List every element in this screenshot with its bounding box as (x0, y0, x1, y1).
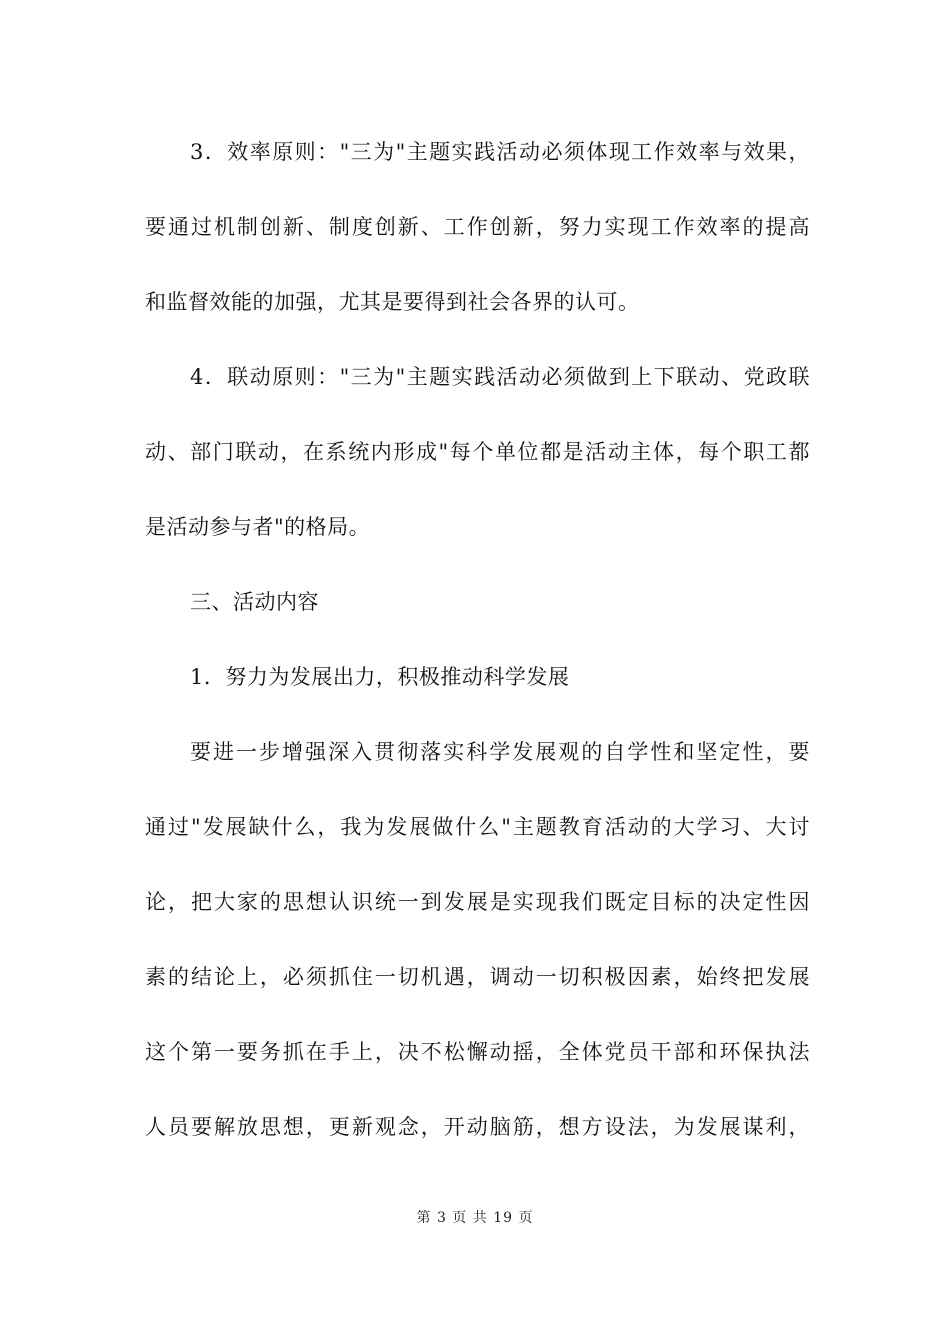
paragraph-line: 通过"发展缺什么，我为发展做什么"主题教育活动的大学习、大讨 (145, 815, 810, 839)
paragraph-line: 素的结论上，必须抓住一切机遇，调动一切积极因素，始终把发展 (145, 965, 810, 989)
paragraph-line: 是活动参与者"的格局。 (145, 515, 371, 539)
paragraph-line: 要通过机制创新、制度创新、工作创新，努力实现工作效率的提高 (145, 215, 810, 239)
paragraph-line: 和监督效能的加强，尤其是要得到社会各界的认可。 (145, 290, 640, 314)
paragraph-line: 论，把大家的思想认识统一到发展是实现我们既定目标的决定性因 (145, 890, 810, 914)
paragraph-line: 要进一步增强深入贯彻落实科学发展观的自学性和坚定性，要 (190, 740, 810, 764)
paragraph-line-linkage-principle: 4．联动原则："三为"主题实践活动必须做到上下联动、党政联 (190, 365, 810, 389)
section-heading-activity-content: 三、活动内容 (190, 590, 319, 614)
paragraph-line: 这个第一要务抓在手上，决不松懈动摇，全体党员干部和环保执法 (145, 1040, 810, 1064)
page-number-text: 第 3 页 共 19 页 (416, 1210, 534, 1226)
paragraph-line: 动、部门联动，在系统内形成"每个单位都是活动主体，每个职工都 (145, 440, 810, 464)
page-number-footer (0, 1208, 950, 1228)
subsection-heading-development: 1．努力为发展出力，积极推动科学发展 (190, 665, 570, 689)
paragraph-line-efficiency-principle: 3．效率原则："三为"主题实践活动必须体现工作效率与效果， (190, 140, 810, 164)
paragraph-line: 人员要解放思想，更新观念，开动脑筋，想方设法，为发展谋利， (145, 1115, 810, 1139)
